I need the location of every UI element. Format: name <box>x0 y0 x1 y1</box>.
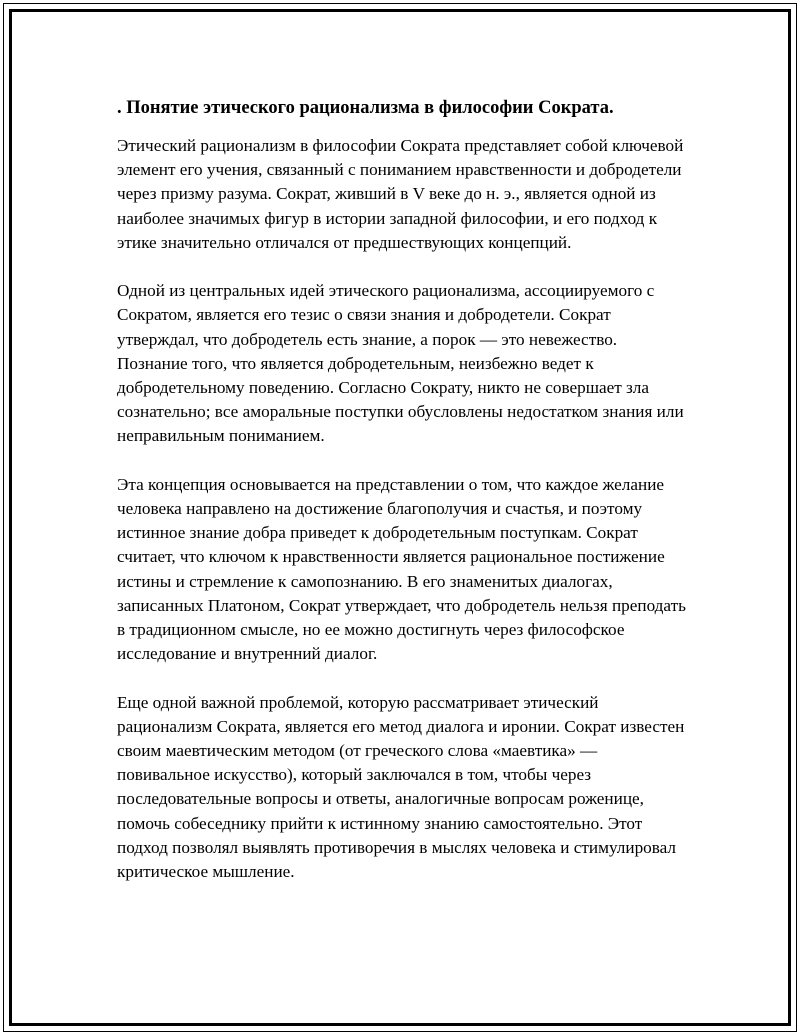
paragraph-4: Еще одной важной проблемой, которую рассматривает этический рационализм Сократа, является его метод диалога и иронии. Сократ известен своим маевтическим методом (от греческого слова «маевтика» — повивальное искусство), который заключался в том, чтобы через последовательные вопросы и ответы, аналогичные вопросам роженице, помочь собеседнику прийти к истинному знанию самостоятельно. Этот подход позволял выявлять противоречия в мыслях человека и стимулировал критическое мышление. <box>117 692 685 882</box>
paragraph-3: Эта концепция основывается на представлении о том, что каждое желание человека направлено на достижение благополучия и счастья, и поэтому истинное знание добра приведет к добродетельным поступкам. Сократ считает, что ключом к нравственности является рациональное постижение истины и стремление к самопознанию. В его знаменитых диалогах, записанных Платоном, Сократ утверждает, что добродетель нельзя преподать в традиционном смысле, но ее можно достигнуть через философское исследование и внутренний диалог. <box>117 474 686 664</box>
paragraph-1: Этический рационализм в философии Сократа представляет собой ключевой элемент его учения, связанный с пониманием нравственности и добродетели через призму разума. Сократ, живший в V веке до н. э., является одной из наиболее значимых фигур в истории западной философии, и его подход к этике значительно отличался от предшествующих концепций. <box>117 136 684 252</box>
document-body <box>117 96 689 884</box>
paragraph-2: Одной из центральных идей этического рационализма, ассоциируемого с Сократом, является его тезис о связи знания и добродетели. Сократ утверждал, что добродетель есть знание, а порок — это невежество. Познание того, что является добродетельным, неизбежно ведет к добродетельному поведению. Согласно Сократу, никто не совершает зла сознательно; все аморальные поступки обусловлены недостатком знания или неправильным пониманием. <box>117 281 684 446</box>
document-title: . Понятие этического рационализма в философии Сократа. <box>117 98 614 118</box>
